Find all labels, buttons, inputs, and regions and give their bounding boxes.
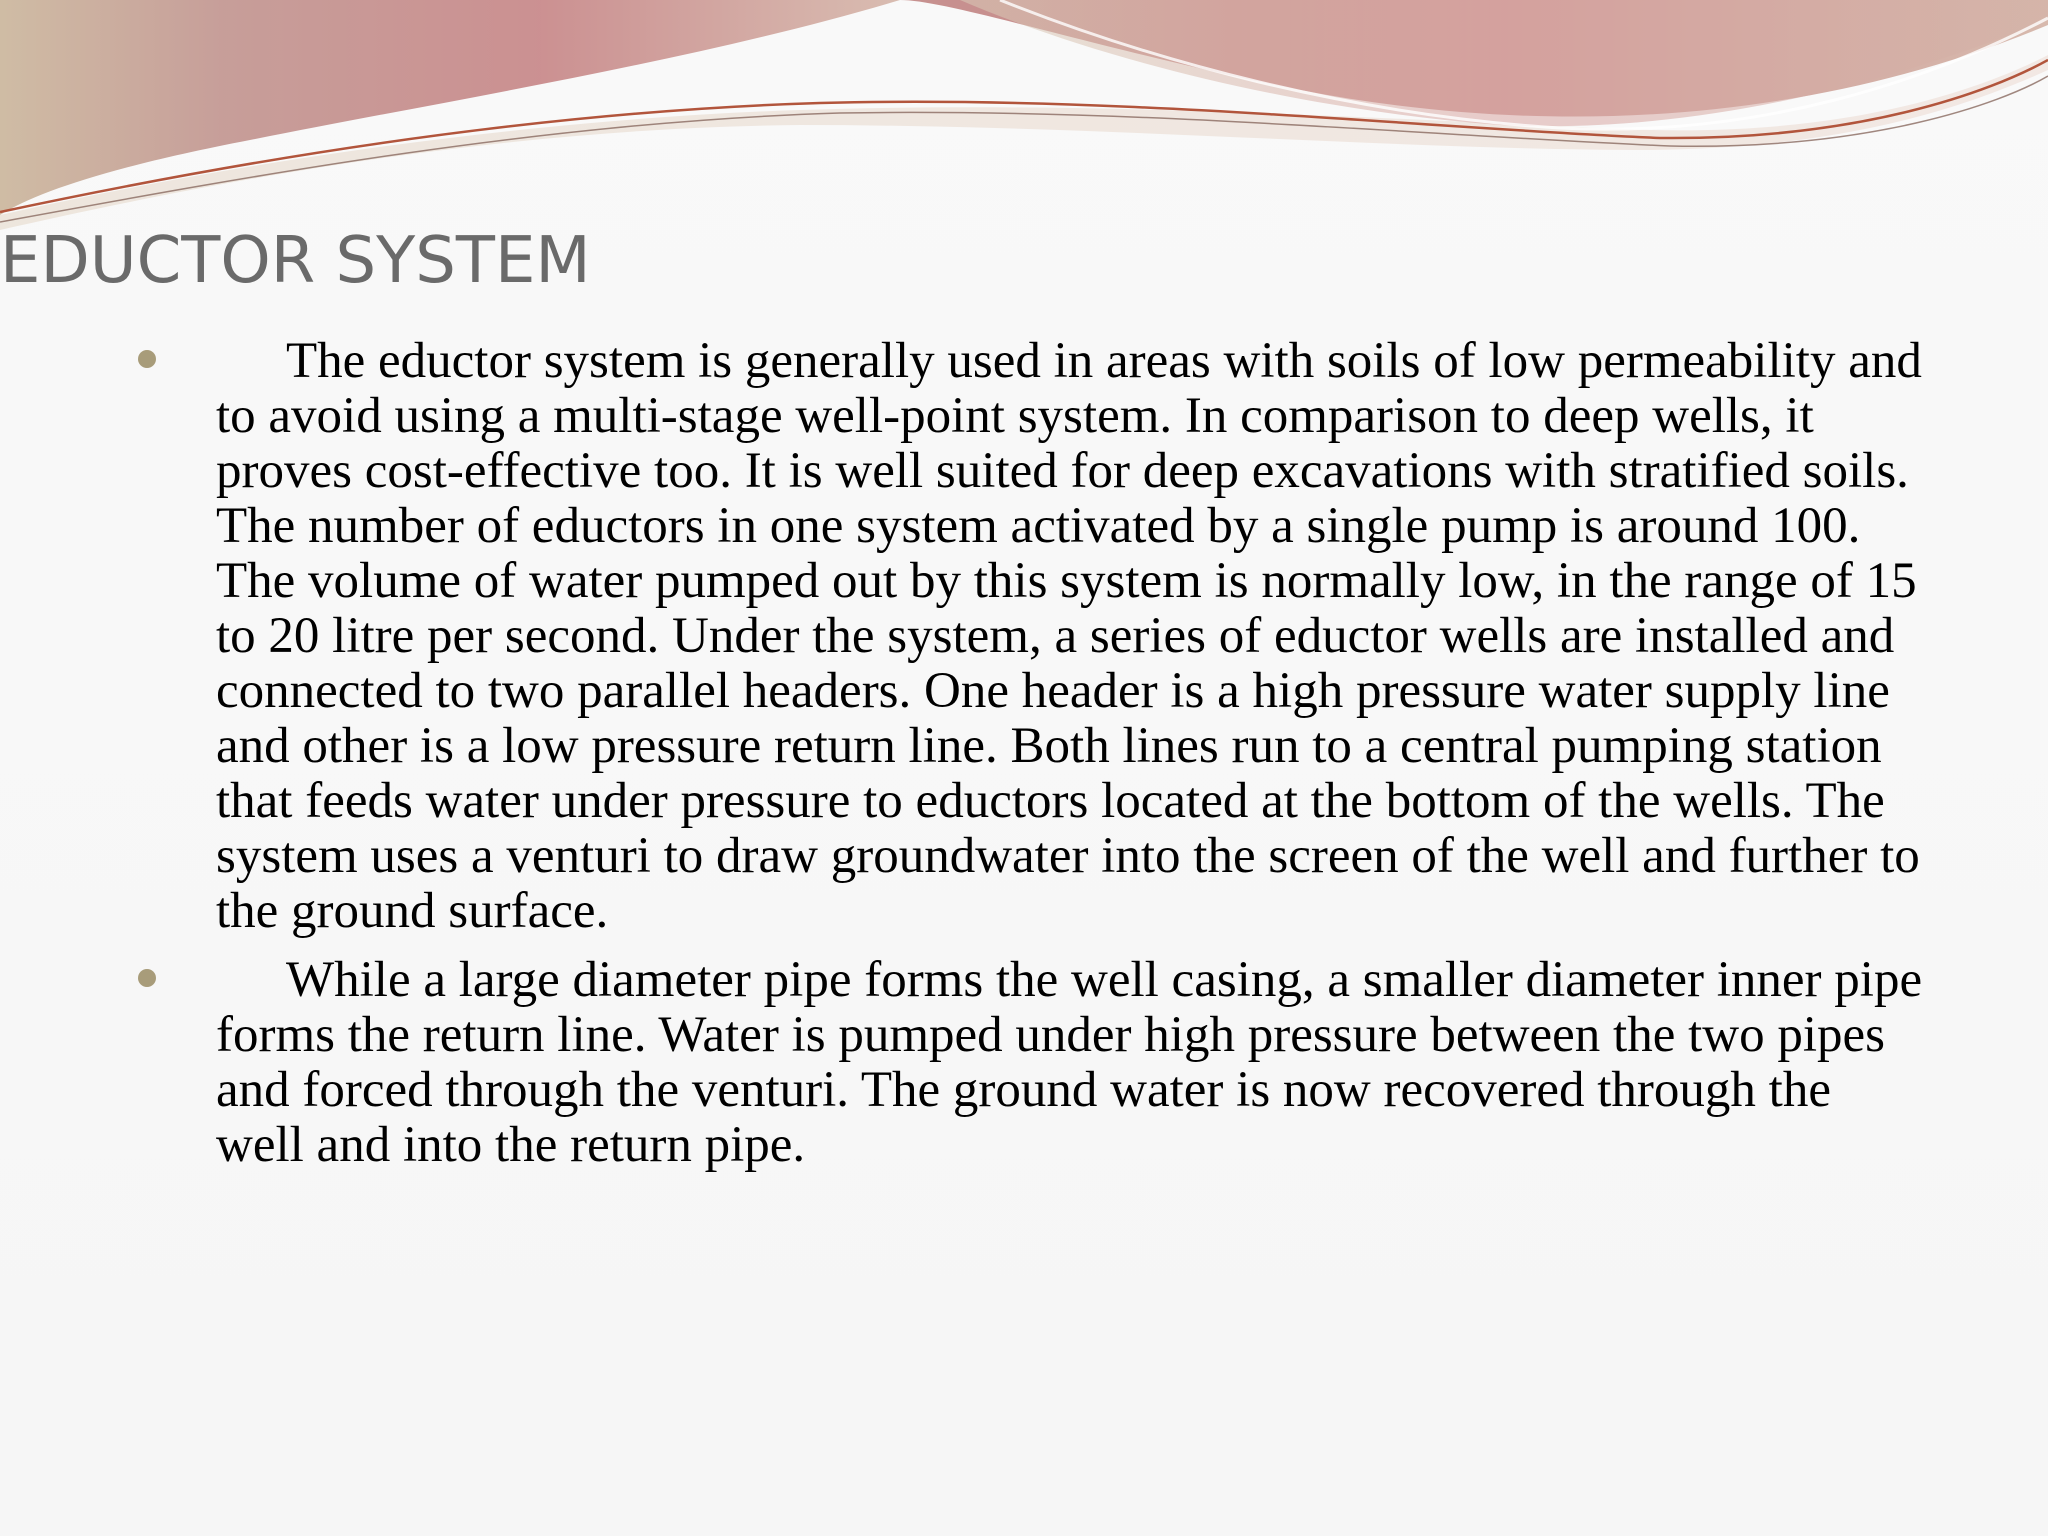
bullet-dot-icon	[136, 348, 158, 370]
bullet-list	[130, 334, 1930, 1187]
bullet-text-1: The eductor system is generally used in areas with soils of low permeability and to avoid using a multi-stage well-point system. In comparison to deep wells, it proves cost-effective too. It is well suited for deep excavations with stratified soils. The number of eductors in one system activated by a single pump is around 100. The volume of water pumped out by this system is normally low, in the range of 15 to 20 litre per second. Under the system, a series of eductor wells are installed and connected to two parallel headers. One header is a high pressure water supply line and other is a low pressure return line. Both lines run to a central pumping station that feeds water under pressure to eductors located at the bottom of the wells. The system uses a venturi to draw groundwater into the screen of the well and further to the ground surface.	[216, 333, 1922, 939]
bullet-dot-icon	[136, 967, 158, 989]
decorative-header-waves	[0, 0, 2048, 240]
bullet-text-2: While a large diameter pipe forms the well casing, a smaller diameter inner pipe forms the return line. Water is pumped under high pressure between the two pipes and forced through the venturi. The ground water is now recovered through the well and into the return pipe.	[216, 952, 1923, 1173]
bullet-item-1	[130, 334, 1930, 939]
slide-title: EDUCTOR SYSTEM	[0, 224, 591, 298]
wave-left-fill	[0, 0, 900, 215]
bullet-item-2	[130, 953, 1930, 1173]
